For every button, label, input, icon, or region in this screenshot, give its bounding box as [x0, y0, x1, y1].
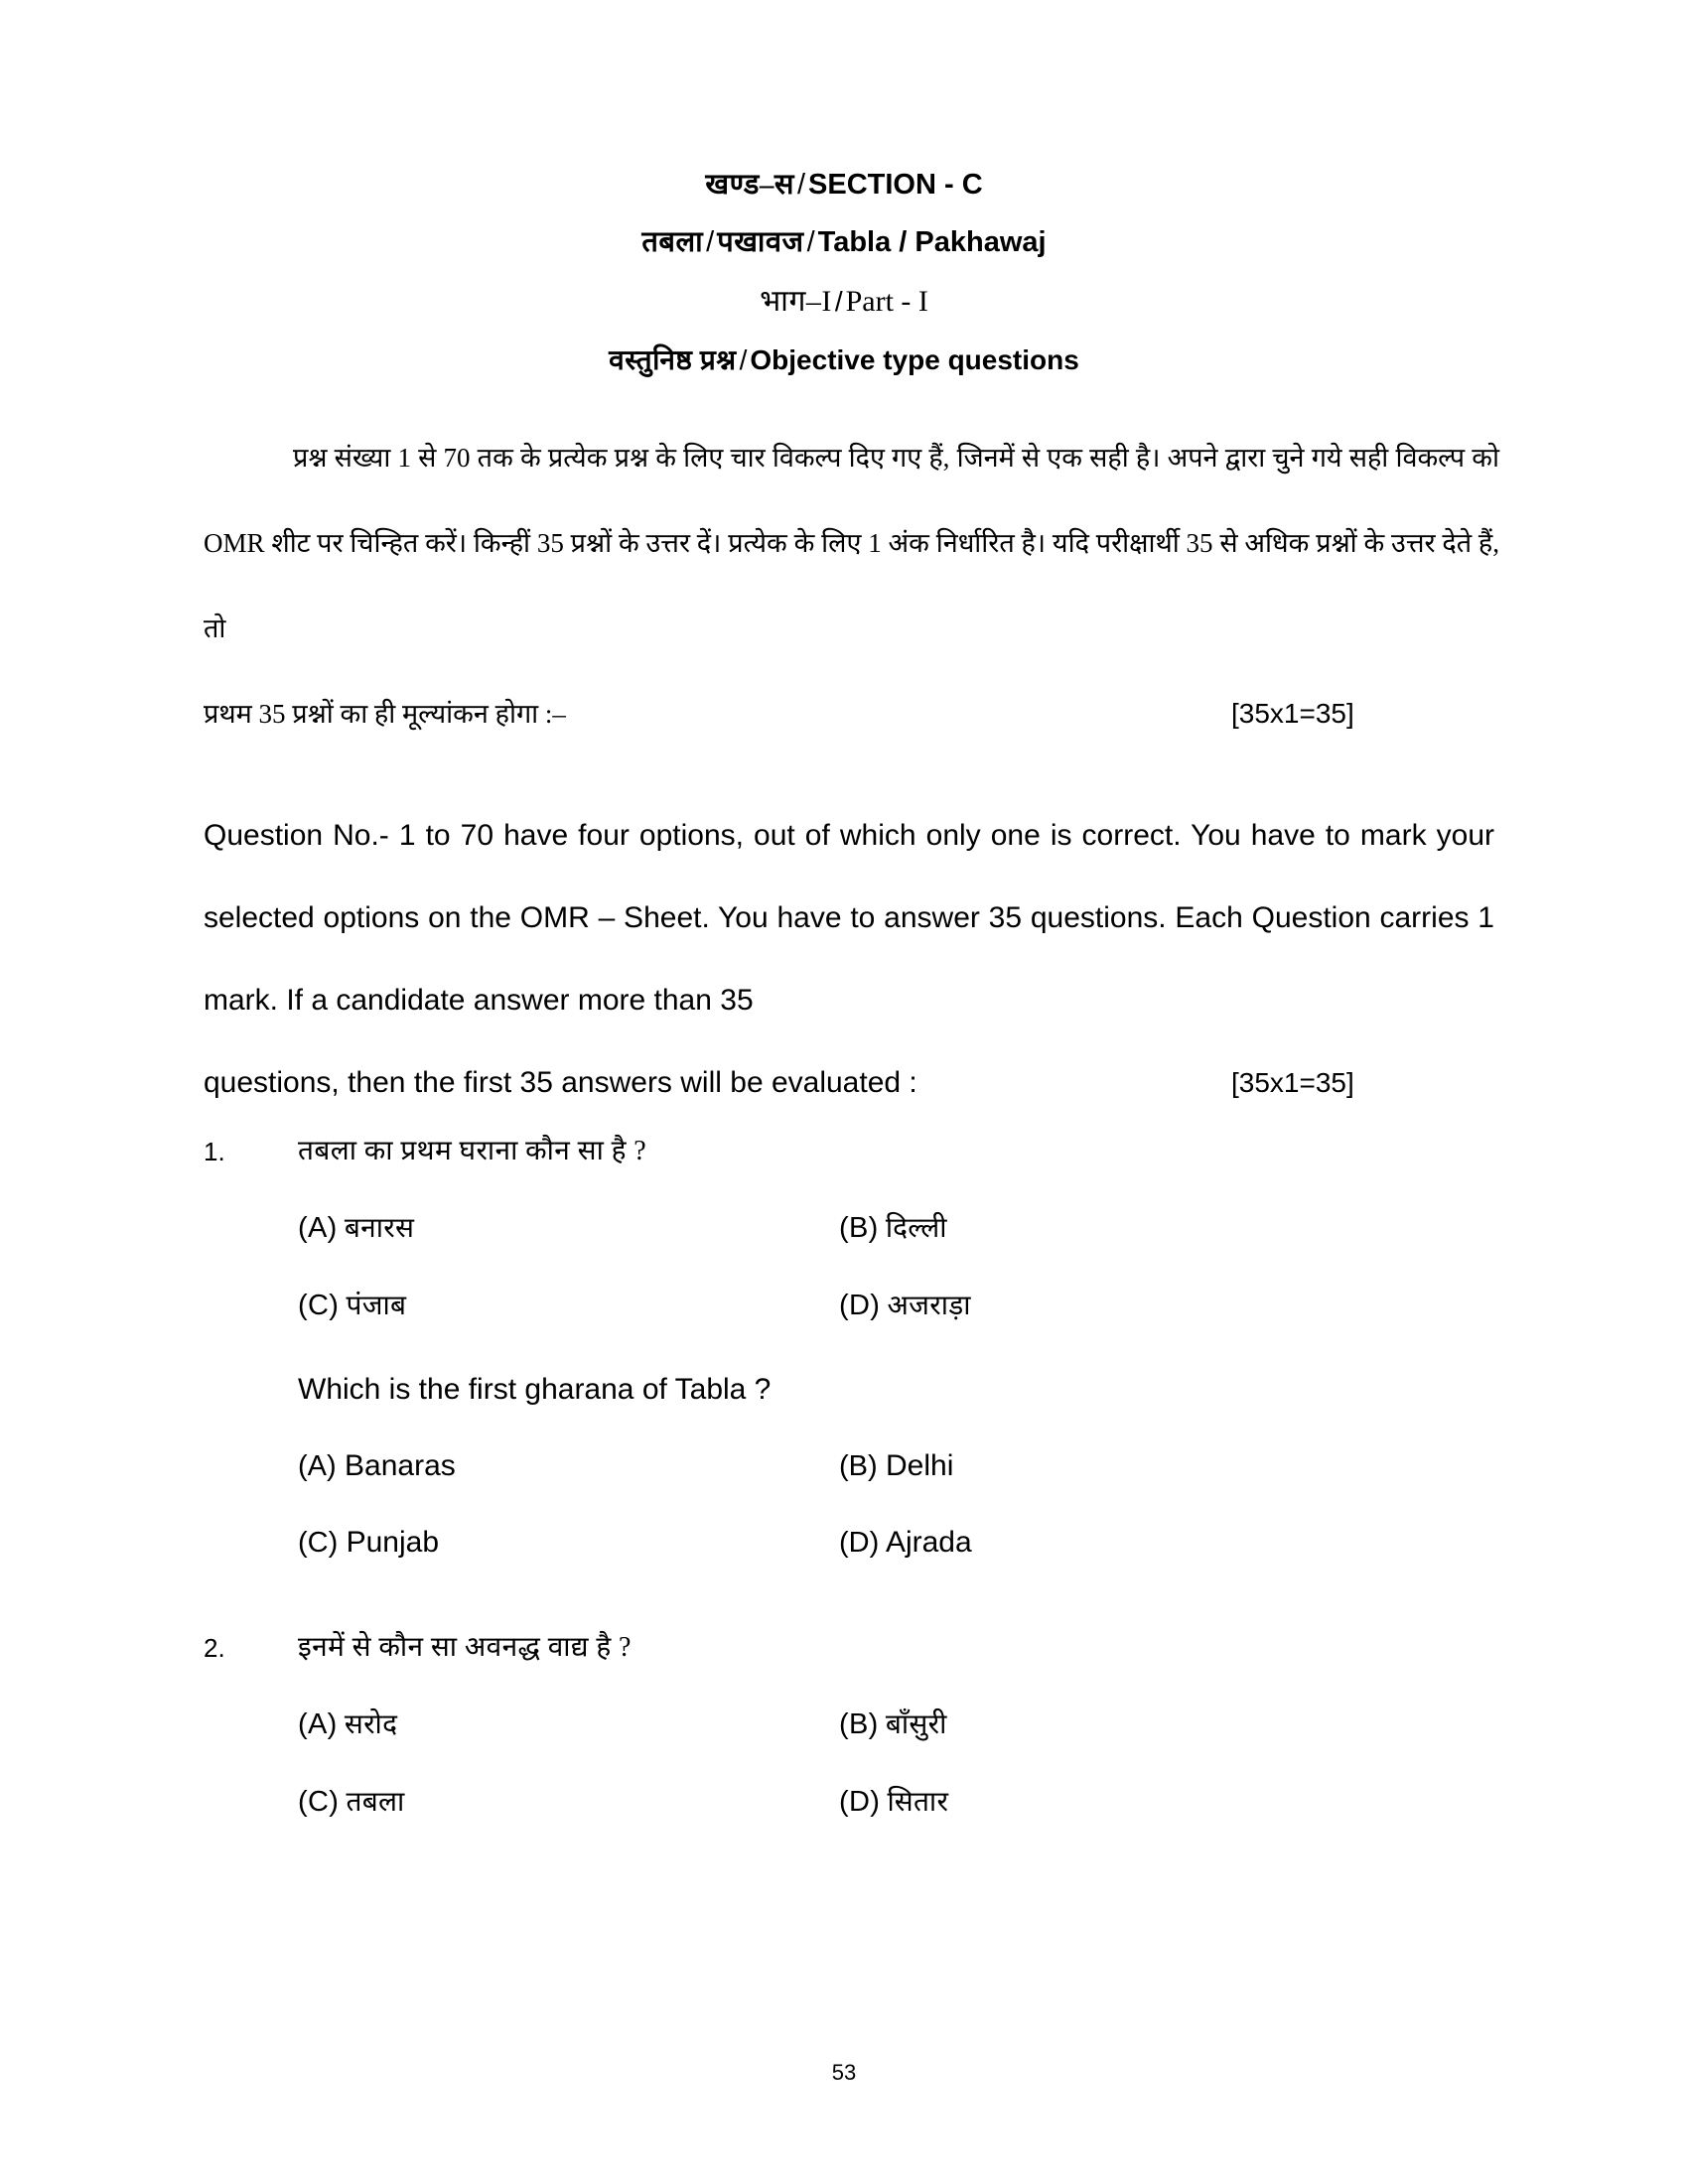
question-2-hindi-text: इनमें से कौन सा अवनद्ध वाद्य है ? [298, 1632, 632, 1663]
option-text-c: Punjab [346, 1526, 440, 1559]
question-2-hindi-option-d[interactable] [839, 1782, 1380, 1823]
hindi-instructions-lastline-wrap [204, 671, 1499, 756]
question-1-english-options-row-1 [204, 1446, 1499, 1486]
question-1-english-option-a[interactable] [298, 1446, 839, 1486]
option-text-b: बाँसुरी [885, 1709, 947, 1740]
option-tag-c: (C) [298, 1290, 340, 1321]
page-header [0, 171, 1688, 375]
separator-slash: / [834, 286, 843, 317]
question-type-hindi: वस्तुनिष्ठ प्रश्न [609, 345, 737, 376]
question-1-hindi-options-row-1 [204, 1208, 1499, 1249]
question-2-hindi-option-a[interactable] [298, 1705, 839, 1745]
separator-slash: / [706, 226, 715, 258]
question-2-number: 2. [204, 1633, 225, 1663]
english-instructions-lastline-wrap [204, 1041, 1494, 1124]
option-tag-d: (D) [839, 1527, 880, 1559]
option-text-d: अजराड़ा [887, 1291, 971, 1321]
question-1-english-head [204, 1370, 1499, 1410]
question-2 [204, 1628, 1499, 1823]
hindi-instructions-lastline: प्रथम 35 प्रश्नों का ही मूल्यांकन होगा :– [204, 699, 566, 729]
question-1-english-option-c[interactable] [298, 1523, 839, 1563]
separator-slash: / [796, 169, 806, 201]
hindi-instructions [204, 415, 1499, 756]
section-heading-english: SECTION - C [808, 169, 983, 201]
subject-heading [0, 228, 1688, 257]
subject-heading-hindi-pakhawaj: पखावज [717, 226, 804, 258]
option-text-c: पंजाब [346, 1291, 407, 1321]
part-heading-english: Part - I [845, 285, 928, 318]
option-text-b: दिल्ली [885, 1213, 947, 1244]
english-instructions [204, 794, 1494, 1124]
question-1-hindi-option-b[interactable] [839, 1208, 1380, 1249]
option-tag-c: (C) [298, 1527, 339, 1559]
separator-slash: / [806, 226, 815, 258]
question-1-english-options-row-2 [204, 1523, 1499, 1563]
question-1-hindi-options-row-2 [204, 1286, 1499, 1326]
question-type-english: Objective type questions [750, 344, 1079, 375]
part-heading [0, 287, 1688, 317]
option-text-d: Ajrada [885, 1526, 972, 1559]
option-text-a: Banaras [345, 1449, 456, 1482]
option-tag-c: (C) [298, 1786, 340, 1818]
question-2-hindi-options-row-2 [204, 1782, 1499, 1823]
page-number: 53 [831, 2060, 857, 2085]
hindi-marks-allocation: [35x1=35] [1231, 698, 1354, 729]
subject-heading-hindi-tabla: तबला [641, 226, 704, 258]
question-2-hindi-option-c[interactable] [298, 1782, 839, 1823]
question-1-hindi-text: तबला का प्रथम घराना कौन सा है ? [298, 1136, 647, 1166]
part-heading-hindi: भाग–I [760, 285, 832, 318]
option-tag-b: (B) [839, 1708, 879, 1740]
option-text-a: सरोद [344, 1709, 398, 1740]
question-1-hindi-option-a[interactable] [298, 1208, 839, 1249]
option-text-b: Delhi [886, 1449, 954, 1482]
question-1-hindi-option-c[interactable] [298, 1286, 839, 1326]
subject-heading-english: Tabla / Pakhawaj [817, 226, 1047, 258]
option-tag-a: (A) [298, 1212, 338, 1244]
section-heading-hindi: खण्ड–स [705, 169, 794, 201]
question-1-hindi-option-d[interactable] [839, 1286, 1380, 1326]
question-1-number: 1. [204, 1137, 225, 1166]
question-1 [204, 1132, 1499, 1563]
option-tag-b: (B) [839, 1450, 878, 1482]
question-2-hindi-option-b[interactable] [839, 1705, 1380, 1745]
question-type-heading [0, 346, 1688, 375]
question-1-english-option-b[interactable] [839, 1446, 1380, 1486]
english-instructions-body: Question No.- 1 to 70 have four options, out of which only one is correct. You have to mark your selected options on the OMR – Sheet. You have to answer 35 questions. Each Question carries 1 mark. If a candidate answer more than 35 [204, 819, 1494, 1017]
option-text-a: बनारस [344, 1213, 415, 1244]
option-tag-d: (D) [839, 1786, 881, 1818]
question-1-english-option-d[interactable] [839, 1523, 1380, 1563]
option-tag-b: (B) [839, 1212, 879, 1244]
english-marks-allocation: [35x1=35] [1231, 1067, 1354, 1098]
option-text-c: तबला [346, 1787, 405, 1818]
section-heading [0, 171, 1688, 200]
question-2-hindi-options-row-1 [204, 1705, 1499, 1745]
question-1-english-text: Which is the first gharana of Tabla ? [298, 1373, 772, 1406]
question-2-hindi-head [204, 1628, 1499, 1668]
option-tag-a: (A) [298, 1450, 337, 1482]
hindi-instructions-body: प्रश्न संख्या 1 से 70 तक के प्रत्येक प्रश्न के लिए चार विकल्प दिए गए हैं, जिनमें से एक सही है। अपने द्वारा चुने गये सही विकल्प को OMR शीट पर चिन्हित करें। किन्हीं 35 प्रश्नों के उत्तर दें। प्रत्येक के लिए 1 अंक निर्धारित है। यदि परीक्षार्थी 35 से अधिक प्रश्नों के उत्तर देते हैं, तो [204, 443, 1499, 643]
option-text-d: सितार [887, 1787, 949, 1818]
separator-slash: / [739, 344, 748, 375]
option-tag-a: (A) [298, 1708, 338, 1740]
english-instructions-lastline: questions, then the first 35 answers will be evaluated : [204, 1066, 917, 1099]
question-1-hindi-head [204, 1132, 1499, 1171]
option-tag-d: (D) [839, 1290, 881, 1321]
